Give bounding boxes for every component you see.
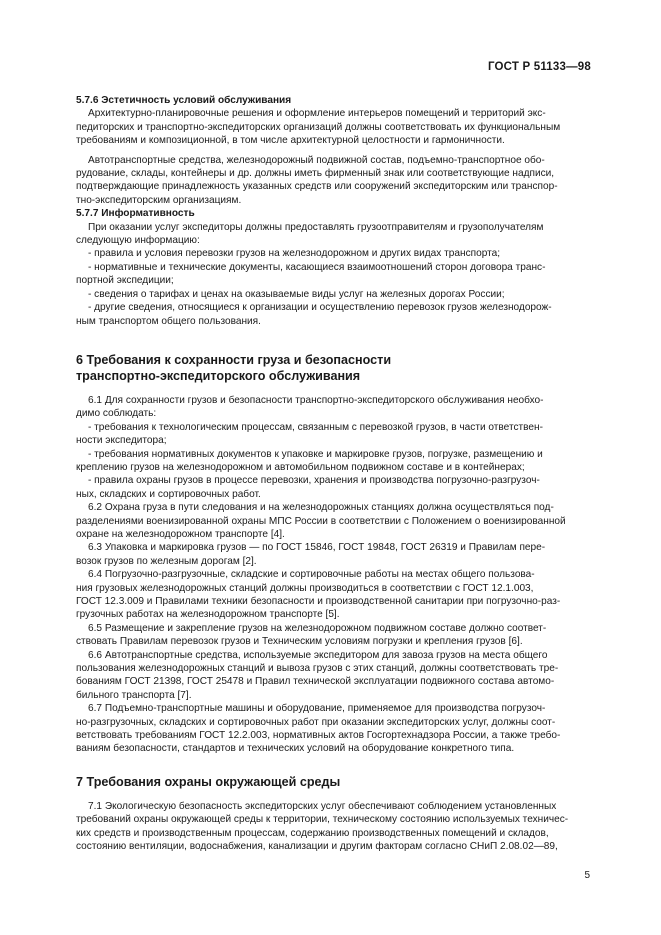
list-item: - сведения о тарифах и ценах на оказываемые виды услуг на железных дорогах России;	[88, 288, 505, 300]
section-7-title: 7 Требования охраны окружающей среды	[76, 774, 341, 789]
subsection-heading-5-7-7: 5.7.7 Информативность	[76, 208, 195, 220]
section-6-title-line1: 6 Требования к сохранности груза и безопасности	[76, 352, 392, 367]
text-line: 6.6 Автотранспортные средства, используемые экспедитором для завоза грузов на места общего	[88, 649, 548, 661]
text-line: Автотранспортные средства, железнодорожный подвижной состав, подъемно-транспортное обо-	[88, 154, 545, 166]
list-item: - требования к технологическим процессам, связанным с перевозкой грузов, в части ответствен-	[88, 421, 543, 433]
paragraph-6-3	[76, 541, 585, 568]
list-item-cont: креплению грузов на железнодорожном и автомобильном подвижном составе и в контейнерах;	[76, 461, 525, 473]
text-line: ких средств и производственным процессам, содержанию производственных помещений и складов,	[76, 827, 549, 839]
text-line: 6.3 Упаковка и маркировка грузов — по ГОСТ 15846, ГОСТ 19848, ГОСТ 26319 и Правилам пере-	[88, 542, 546, 554]
list-item-cont: ных, складских и сортировочных работ.	[76, 488, 261, 500]
paragraph-7-1	[76, 800, 585, 854]
text-line: При оказании услуг экспедиторы должны предоставлять грузоотправителям и грузополучателям	[88, 221, 544, 233]
text-line: димо соблюдать:	[76, 408, 157, 420]
paragraph-6-6	[76, 649, 585, 703]
list-item-cont: ным транспортом общего пользования.	[76, 315, 261, 327]
list-item-cont: портной экспедиции;	[76, 275, 174, 287]
text-line: грузочных работах на железнодорожном транспорте [5].	[76, 609, 340, 621]
list-item: - требования нормативных документов к упаковке и маркировке грузов, погрузке, размещению и	[88, 448, 543, 460]
list-item: - правила и условия перевозки грузов на железнодорожном и других видах транспорта;	[88, 248, 501, 260]
text-line: охране на железнодорожном транспорте [4].	[76, 528, 285, 540]
text-line: ваниям безопасности, стандартов и технических условий на оборудование конкретного типа.	[76, 743, 515, 755]
text-line: но-разгрузочных, складских и сортировочных работ при оказании экспедиторских услуг, должны соот-	[76, 716, 556, 728]
text-line: подтверждающие принадлежность указанных средств или сооружений экспедиторским или транспор-	[76, 181, 558, 193]
text-line: Архитектурно-планировочные решения и оформление интерьеров помещений и территорий экс-	[88, 108, 546, 120]
text-line: тно-экспедиторским организациям.	[76, 194, 242, 206]
section-6-title-line2: транспортно-экспедиторского обслуживания	[76, 368, 361, 383]
text-line: ветствовать требованиям ГОСТ 12.2.003, нормативных актов Госгортехнадзора России, а также требо-	[76, 730, 561, 742]
paragraph-5-7-7-1	[76, 221, 585, 248]
text-line: ствовать Правилам перевозок грузов и Техническим условиям погрузки и крепления грузов [6].	[76, 636, 523, 648]
paragraph-6-5	[76, 622, 585, 649]
text-line: разделениями военизированной охраны МПС России в соответствии с Положением о военизированной	[76, 515, 566, 527]
text-line: требований охраны окружающей среды к территории, техническому состоянию используемых техничес-	[76, 814, 569, 826]
text-line: 6.7 Подъемно-транспортные машины и оборудование, применяемое для производства погрузоч-	[88, 703, 546, 715]
list-item-cont: ности экспедитора;	[76, 435, 167, 447]
list-item: - другие сведения, относящиеся к организации и осуществлению перевозок грузов железнодорож-	[88, 302, 552, 314]
text-line: пользования железнодорожных станций и вывоза грузов с этих станций, должны соответствовать тре-	[76, 663, 559, 675]
list-5-7-7	[76, 247, 585, 327]
list-item: - правила охраны грузов в процессе перевозки, хранения и производства погрузочно-разгрузоч-	[88, 475, 540, 487]
subsection-heading-5-7-6: 5.7.6 Эстетичность условий обслуживания	[76, 95, 292, 106]
text-line: ния грузовых железнодорожных станций должны производиться в соответствии с ГОСТ 12.1.003,	[76, 582, 534, 594]
text-line: 6.1 Для сохранности грузов и безопасности транспортно-экспедиторского обслуживания необхо-	[88, 394, 544, 406]
page-number: 5	[584, 870, 590, 881]
paragraph-5-7-6-2	[76, 154, 585, 208]
text-line: требованиям и композиционной, в том числе архитектурной целостности и гармоничности.	[76, 135, 505, 147]
text-line: педиторских и транспортно-экспедиторских организаций должны соответствовать их функциональным	[76, 121, 561, 133]
document-code-header: ГОСТ Р 51133—98	[487, 61, 591, 73]
text-line: следующую информацию:	[76, 235, 200, 247]
text-line: состоянию вентиляции, водоснабжения, канализации и другим факторам согласно СНиП 2.08.02—89,	[76, 841, 558, 853]
list-item: - нормативные и технические документы, касающиеся взаимоотношений сторон договора транс-	[88, 261, 546, 273]
text-line: 6.5 Размещение и закрепление грузов на железнодорожном подвижном составе должно соответ-	[88, 622, 547, 634]
text-line: 6.4 Погрузочно-разгрузочные, складские и сортировочные работы на местах общего пользова-	[88, 569, 535, 581]
text-line: возок грузов по железным дорогам [2].	[76, 555, 257, 567]
text-line: 6.2 Охрана груза в пути следования и на железнодорожных станциях должна осуществляться под-	[88, 502, 554, 514]
paragraph-6-4	[76, 568, 585, 622]
text-line: бованиям ГОСТ 21398, ГОСТ 25478 и Правил технической эксплуатации подвижного состава автомо-	[76, 676, 555, 688]
paragraph-6-7	[76, 702, 585, 756]
text-line: рудование, склады, контейнеры и др. должны иметь фирменный знак или соответствующие надписи,	[76, 168, 555, 180]
paragraph-6-2	[76, 501, 585, 541]
text-line: ГОСТ 12.3.009 и Правилами техники безопасности и производственной санитарии при погрузочно-раз-	[76, 596, 561, 607]
document-body	[76, 94, 585, 854]
text-line: бильного транспорта [7].	[76, 689, 192, 701]
paragraph-6-1	[76, 394, 585, 501]
paragraph-5-7-6-1	[76, 107, 585, 147]
text-line: 7.1 Экологическую безопасность экспедиторских услуг обеспечивают соблюдением установленных	[88, 800, 557, 812]
